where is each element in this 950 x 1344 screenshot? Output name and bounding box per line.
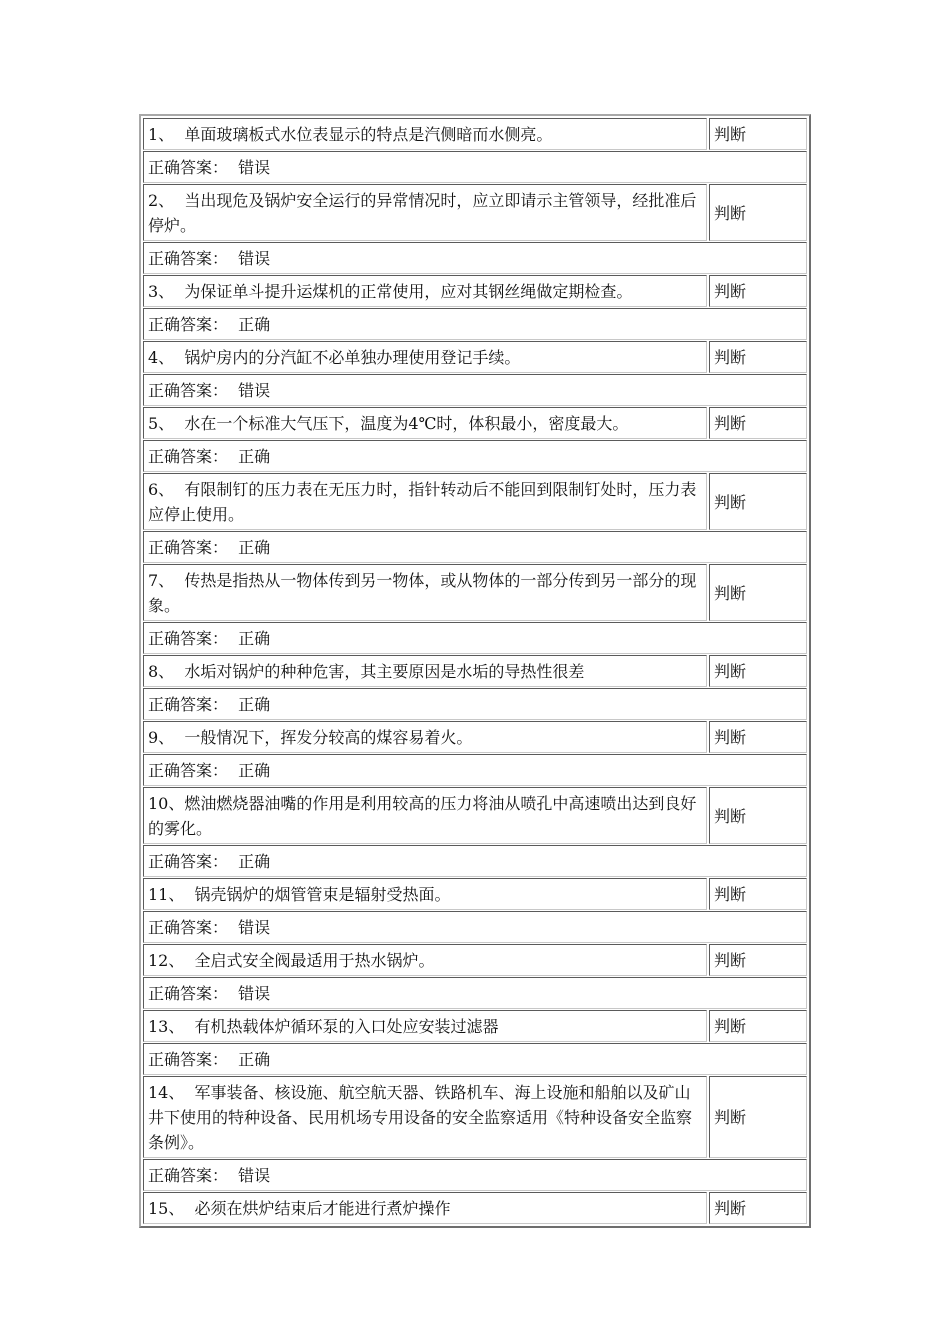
question-text: 9、 一般情况下，挥发分较高的煤容易着火。: [143, 721, 707, 753]
question-row: [142, 878, 808, 910]
answer-row: [142, 845, 808, 877]
question-type: 判断: [709, 1010, 807, 1042]
correct-answer: 正确答案： 正确: [143, 622, 807, 654]
answer-row: [142, 374, 808, 406]
answer-row: [142, 151, 808, 183]
question-row: [142, 341, 808, 373]
question-row: [142, 655, 808, 687]
question-text: 7、 传热是指热从一物体传到另一物体，或从物体的一部分传到另一部分的现象。: [143, 564, 707, 621]
correct-answer: 正确答案： 错误: [143, 151, 807, 183]
question-row: [142, 721, 808, 753]
answer-row: [142, 622, 808, 654]
quiz-table: [139, 114, 811, 1228]
answer-row: [142, 440, 808, 472]
question-text: 4、 锅炉房内的分汽缸不必单独办理使用登记手续。: [143, 341, 707, 373]
question-type: 判断: [709, 721, 807, 753]
answer-row: [142, 911, 808, 943]
question-text: 2、 当出现危及锅炉安全运行的异常情况时，应立即请示主管领导，经批准后停炉。: [143, 184, 707, 241]
question-text: 11、 锅壳锅炉的烟管管束是辐射受热面。: [143, 878, 707, 910]
question-type: 判断: [709, 275, 807, 307]
question-type: 判断: [709, 944, 807, 976]
question-text: 10、燃油燃烧器油嘴的作用是利用较高的压力将油从喷孔中高速喷出达到良好的雾化。: [143, 787, 707, 844]
question-row: [142, 118, 808, 150]
correct-answer: 正确答案： 错误: [143, 911, 807, 943]
question-type: 判断: [709, 655, 807, 687]
question-type: 判断: [709, 118, 807, 150]
question-row: [142, 275, 808, 307]
question-text: 3、 为保证单斗提升运煤机的正常使用，应对其钢丝绳做定期检查。: [143, 275, 707, 307]
question-row: [142, 564, 808, 621]
answer-row: [142, 1159, 808, 1191]
question-type: 判断: [709, 1192, 807, 1224]
question-type: 判断: [709, 407, 807, 439]
answer-row: [142, 531, 808, 563]
correct-answer: 正确答案： 正确: [143, 308, 807, 340]
correct-answer: 正确答案： 正确: [143, 754, 807, 786]
answer-row: [142, 1043, 808, 1075]
question-text: 12、 全启式安全阀最适用于热水锅炉。: [143, 944, 707, 976]
question-type: 判断: [709, 184, 807, 241]
correct-answer: 正确答案： 正确: [143, 1043, 807, 1075]
question-row: [142, 1192, 808, 1224]
question-row: [142, 1076, 808, 1158]
question-text: 15、 必须在烘炉结束后才能进行煮炉操作: [143, 1192, 707, 1224]
question-row: [142, 473, 808, 530]
answer-row: [142, 754, 808, 786]
question-type: 判断: [709, 473, 807, 530]
correct-answer: 正确答案： 错误: [143, 374, 807, 406]
question-text: 8、 水垢对锅炉的种种危害，其主要原因是水垢的导热性很差: [143, 655, 707, 687]
correct-answer: 正确答案： 错误: [143, 242, 807, 274]
question-text: 13、 有机热载体炉循环泵的入口处应安装过滤器: [143, 1010, 707, 1042]
correct-answer: 正确答案： 正确: [143, 688, 807, 720]
question-row: [142, 184, 808, 241]
correct-answer: 正确答案： 正确: [143, 440, 807, 472]
question-type: 判断: [709, 341, 807, 373]
answer-row: [142, 688, 808, 720]
question-text: 6、 有限制钉的压力表在无压力时，指针转动后不能回到限制钉处时，压力表应停止使用。: [143, 473, 707, 530]
answer-row: [142, 977, 808, 1009]
question-text: 1、 单面玻璃板式水位表显示的特点是汽侧暗而水侧亮。: [143, 118, 707, 150]
question-type: 判断: [709, 878, 807, 910]
question-text: 5、 水在一个标准大气压下，温度为4℃时，体积最小，密度最大。: [143, 407, 707, 439]
question-row: [142, 407, 808, 439]
answer-row: [142, 308, 808, 340]
answer-row: [142, 242, 808, 274]
question-row: [142, 1010, 808, 1042]
question-type: 判断: [709, 564, 807, 621]
question-type: 判断: [709, 1076, 807, 1158]
question-text: 14、 军事装备、核设施、航空航天器、铁路机车、海上设施和船舶以及矿山井下使用的特种设备、民用机场专用设备的安全监察适用《特种设备安全监察条例》。: [143, 1076, 707, 1158]
question-type: 判断: [709, 787, 807, 844]
correct-answer: 正确答案： 正确: [143, 531, 807, 563]
correct-answer: 正确答案： 正确: [143, 845, 807, 877]
question-row: [142, 787, 808, 844]
correct-answer: 正确答案： 错误: [143, 1159, 807, 1191]
correct-answer: 正确答案： 错误: [143, 977, 807, 1009]
question-row: [142, 944, 808, 976]
